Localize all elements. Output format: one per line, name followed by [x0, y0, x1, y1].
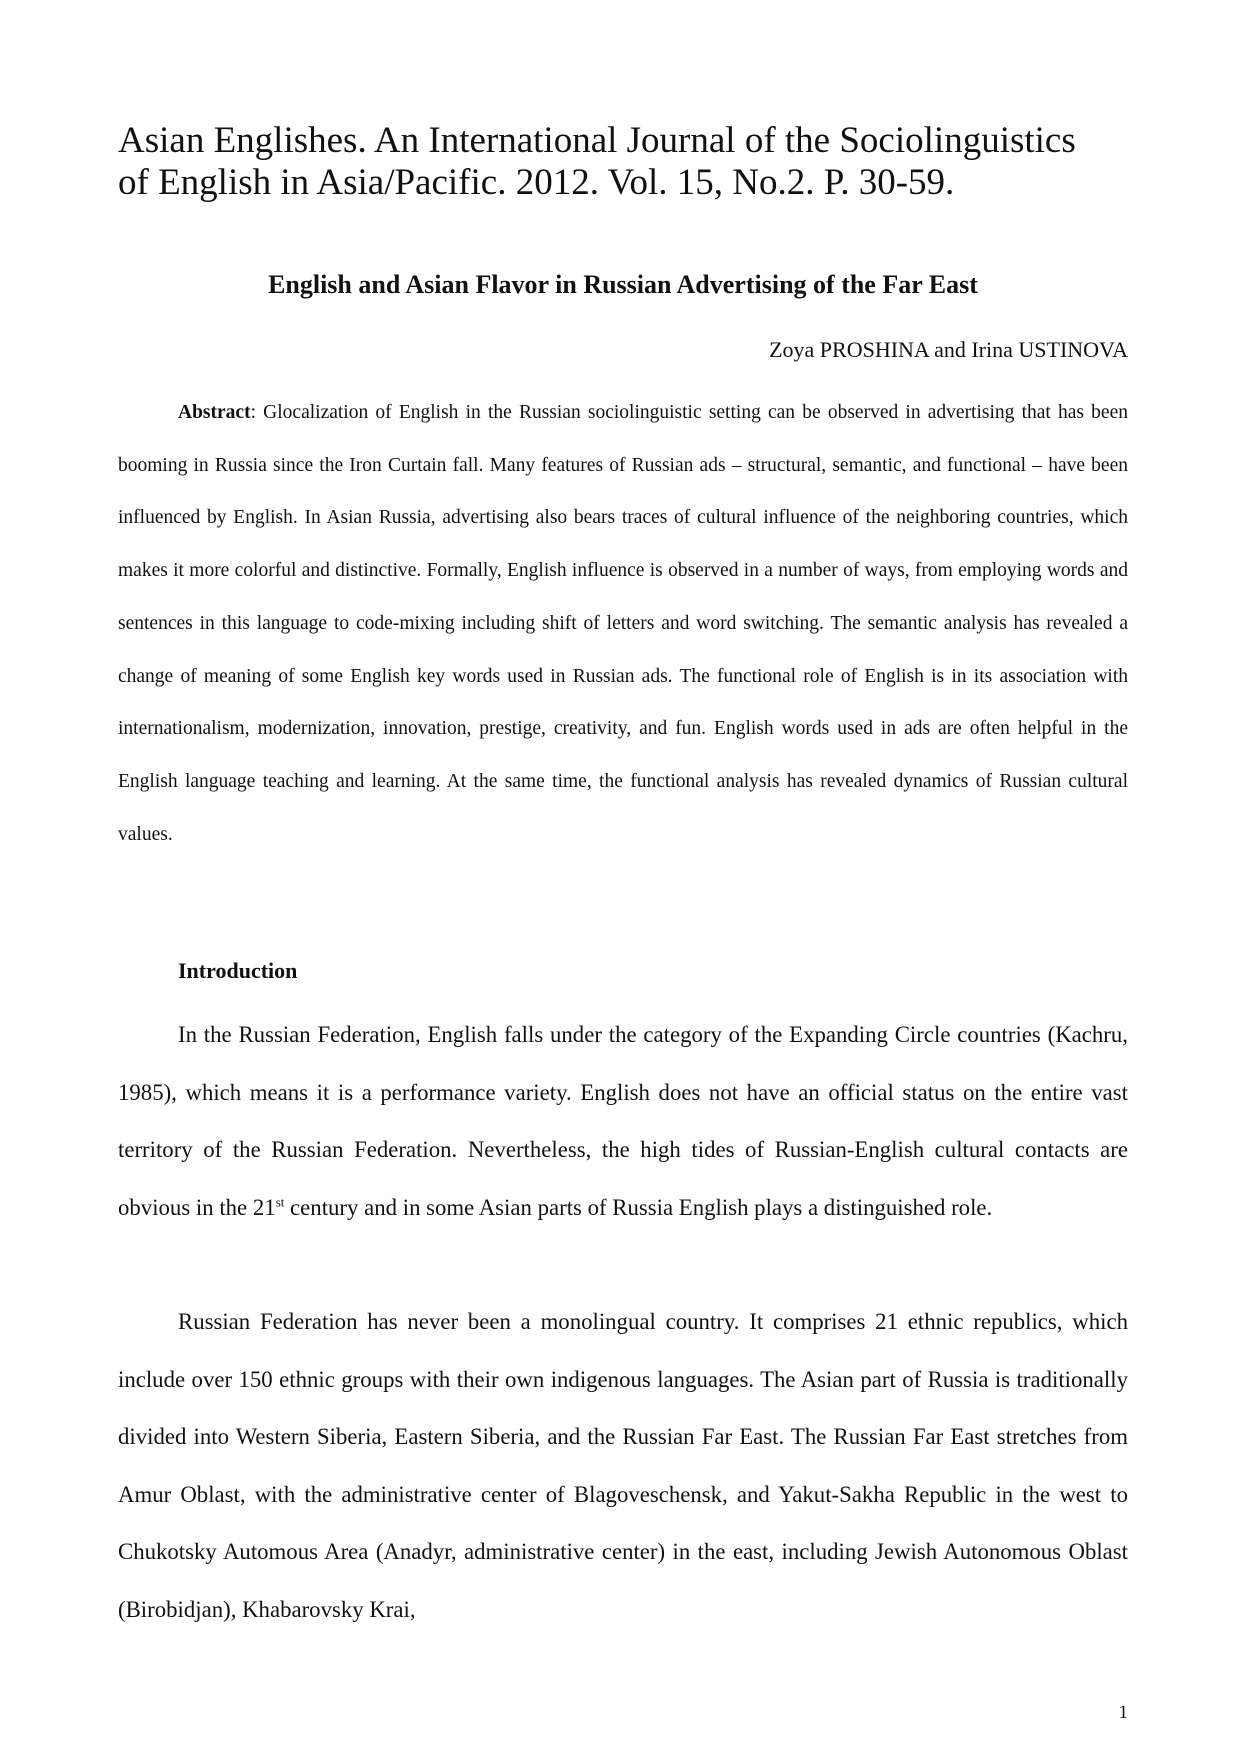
page-number: 1	[1118, 1702, 1128, 1723]
article-authors: Zoya PROSHINA and Irina USTINOVA	[769, 337, 1128, 362]
journal-citation-header	[118, 120, 1128, 204]
journal-citation-line-1: Asian Englishes. An International Journal of the Sociolinguistics	[118, 120, 1076, 161]
paragraph-1-text-start: In the Russian Federation, English falls under the category of the Expanding Circle countries (Kachru, 1985), which means it is a performance variety. English does not have an official status on the entire vast territory of the Russian Federation. Nevertheless, the high tides of Russian-English cultural contacts are obvious in the 21	[118, 1022, 1128, 1220]
introduction-paragraph-2: Russian Federation has never been a monolingual country. It comprises 21 ethnic republics, which include over 150 ethnic groups with their own indigenous languages. The Asian part of Russia is traditionally divided into Western Siberia, Eastern Siberia, and the Russian Far East. The Russian Far East stretches from Amur Oblast, with the administrative center of Blagoveschensk, and Yakut-Sakha Republic in the west to Chukotsky Automous Area (Anadyr, administrative center) in the east, including Jewish Autonomous Oblast (Birobidjan), Khabarovsky Krai,	[118, 1309, 1128, 1622]
abstract-text: : Glocalization of English in the Russian sociolinguistic setting can be observed in advertising that has been booming in Russia since the Iron Curtain fall. Many features of Russian ads – structural, semantic, and functional – have been influenced by English. In Asian Russia, advertising also bears traces of cultural influence of the neighboring countries, which makes it more colorful and distinctive. Formally, English influence is observed in a number of ways, from employing words and sentences in this language to code-mixing including shift of letters and word switching. The semantic analysis has revealed a change of meaning of some English key words used in Russian ads. The functional role of English is in its association with internationalism, modernization, innovation, prestige, creativity, and fun. English words used in ads are often helpful in the English language teaching and learning. At the same time, the functional analysis has revealed dynamics of Russian cultural values.	[118, 402, 1128, 845]
introduction-paragraph-1	[118, 1006, 1128, 1236]
section-heading-introduction: Introduction	[178, 958, 298, 983]
paragraph-1-text-end: century and in some Asian parts of Russia English plays a distinguished role.	[284, 1194, 993, 1220]
article-title: English and Asian Flavor in Russian Advertising of the Far East	[268, 270, 978, 299]
journal-citation-line-2: of English in Asia/Pacific. 2012. Vol. 15, No.2. P. 30-59.	[118, 162, 955, 203]
abstract-paragraph	[118, 387, 1128, 861]
abstract-label: Abstract	[178, 402, 251, 423]
ordinal-superscript: st	[275, 1193, 285, 1209]
